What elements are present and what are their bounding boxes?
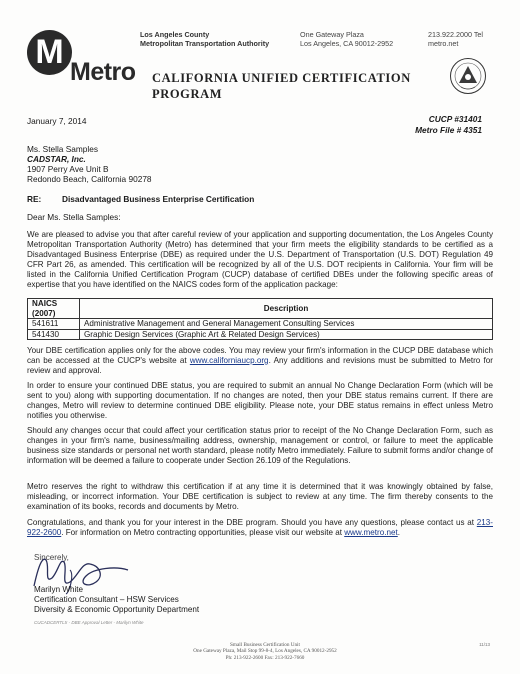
agency-line-2: Metropolitan Transportation Authority bbox=[140, 39, 270, 48]
website-text: metro.net bbox=[428, 39, 459, 48]
table-row bbox=[28, 329, 493, 340]
recipient-company: CADSTAR, Inc. bbox=[27, 154, 86, 164]
paragraph-congratulations bbox=[27, 518, 493, 538]
paragraph-congrats-middle: . For information on Metro contracting opportunities, please visit our website at bbox=[61, 527, 345, 537]
recipient-address bbox=[27, 144, 152, 184]
naics-code: 541611 bbox=[28, 319, 80, 330]
cucp-seal-icon bbox=[449, 57, 487, 95]
footer-reference: CUCADCERTLtr - DBE Approval Letter - Marilyn White bbox=[34, 620, 144, 625]
metro-logo-icon bbox=[27, 30, 72, 75]
address-block bbox=[300, 30, 393, 48]
logo-letter: M bbox=[35, 33, 64, 71]
naics-code: 541430 bbox=[28, 329, 80, 340]
paragraph-scope-text: Your DBE certification applies only for the above codes. You may review your firm's information in the CUCP DBE database which can be accessed at the CUCP's website at bbox=[27, 346, 493, 365]
naics-table bbox=[27, 298, 493, 340]
recipient-city: Redondo Beach, California 90278 bbox=[27, 174, 152, 184]
paragraph-congrats-end: . bbox=[397, 527, 400, 537]
signer-block bbox=[34, 585, 199, 615]
letter-date: January 7, 2014 bbox=[27, 116, 87, 126]
signer-department: Diversity & Economic Opportunity Department bbox=[34, 605, 200, 614]
footer-code: 11/13 bbox=[479, 642, 490, 647]
metro-wordmark: Metro bbox=[70, 58, 136, 86]
paragraph-withdrawal: Metro reserves the right to withdraw this certification if at any time it is determined that it was knowingly obtained by false, misleading, or incorrect information. Your DBE certification is subject to review at any time. The firm thereby consents to the examination of its books, records and documents by Metro. bbox=[27, 482, 493, 511]
footer-address-block bbox=[110, 642, 420, 661]
naics-header-row bbox=[28, 299, 493, 319]
cucp-website-link[interactable]: www.californiaucp.org bbox=[189, 355, 269, 365]
recipient-street: 1907 Perry Ave Unit B bbox=[27, 164, 109, 174]
contact-phone-link[interactable]: 213-922-2600 bbox=[27, 518, 493, 537]
paragraph-congrats-text: Congratulations, and thank you for your interest in the DBE program. Should you have any questions, please contact us at bbox=[27, 518, 477, 527]
metro-website-link[interactable]: www.metro.net bbox=[344, 527, 398, 537]
subject-label: RE: bbox=[27, 194, 42, 204]
recipient-name: Ms. Stella Samples bbox=[27, 144, 99, 154]
footer-phone-fax: Ph: 213-922-2600 Fax: 213-922-7660 bbox=[225, 654, 305, 661]
footer-unit: Small Business Certification Unit bbox=[230, 642, 300, 648]
paragraph-scope-text-end: . Any additions and revisions must be submitted to Metro for review and approval. bbox=[27, 355, 493, 375]
paragraph-changes: Should any changes occur that could affect your certification status prior to receipt of the No Change Declaration Form, such as changes in your firm's name, business/mailing address, ownership, management or control, or failure to meet the applicable business size standards or personal net worth standard, please notify Metro immediately. Failure to submit forms and/or change of information will be deemed a failure to cooperate under Section 26.109 of the Regulations. bbox=[27, 426, 493, 465]
signer-title: Certification Consultant – HSW Services bbox=[34, 595, 179, 604]
metro-file-number: Metro File # 4351 bbox=[415, 124, 482, 135]
agency-line-1: Los Angeles County bbox=[140, 30, 210, 39]
naics-description-header: Description bbox=[80, 299, 493, 319]
reference-numbers bbox=[415, 114, 482, 135]
paragraph-scope bbox=[27, 346, 493, 376]
program-title-line-1: CALIFORNIA UNIFIED CERTIFICATION bbox=[152, 71, 411, 85]
address-line-2: Los Angeles, CA 90012-2952 bbox=[300, 39, 394, 48]
address-line-1: One Gateway Plaza bbox=[300, 30, 364, 39]
program-title-line-2: PROGRAM bbox=[152, 87, 223, 101]
table-row bbox=[28, 319, 493, 330]
subject-line bbox=[27, 194, 254, 204]
closing: Sincerely, bbox=[34, 553, 69, 562]
paragraph-certification: We are pleased to advise you that after careful review of your application and supporting documentation, the Los Angeles County Metropolitan Transportation Authority (Metro) has determined that your firm meets the eligibility standards to be certified as a Disadvantaged Business Enterprise (DBE) as required under the U.S. Department of Transportation (U.S. DOT) Regulation 49 CFR Part 26, as amended. This certification will be recognized by all of the U.S. DOT recipients in California. Your firm will be listed in the California Unified Certification Program (CUCP) database of certified DBEs under the following specific areas of expertise that you have identified on the NAICS codes form of the application package: bbox=[27, 230, 493, 289]
salutation: Dear Ms. Stella Samples: bbox=[27, 212, 121, 222]
contact-block bbox=[428, 30, 483, 48]
naics-code-header: NAICS (2007) bbox=[28, 299, 80, 319]
naics-description: Graphic Design Services (Graphic Art & Related Design Services) bbox=[80, 329, 493, 340]
paragraph-annual-declaration: In order to ensure your continued DBE status, you are required to submit an annual No Change Declaration Form (which will be sent to you) along with supporting documentation. If no changes are noted, then your DBE status remains current. If there are changes, Metro will review to determine continued DBE eligibility. Please note, your DBE status remains in effect unless Metro notifies you otherwise. bbox=[27, 381, 493, 420]
footer-address: One Gateway Plaza, Mail Stop 99-8-4, Los Angeles, CA 90012-2952 bbox=[193, 648, 337, 655]
subject-text: Disadvantaged Business Enterprise Certification bbox=[62, 194, 255, 204]
naics-description: Administrative Management and General Management Consulting Services bbox=[80, 319, 493, 330]
phone-number: 213.922.2000 Tel bbox=[428, 30, 484, 39]
signer-name: Marilyn White bbox=[34, 585, 84, 594]
program-title bbox=[152, 70, 412, 102]
cucp-number: CUCP #31401 bbox=[428, 114, 482, 124]
agency-block bbox=[140, 30, 269, 48]
